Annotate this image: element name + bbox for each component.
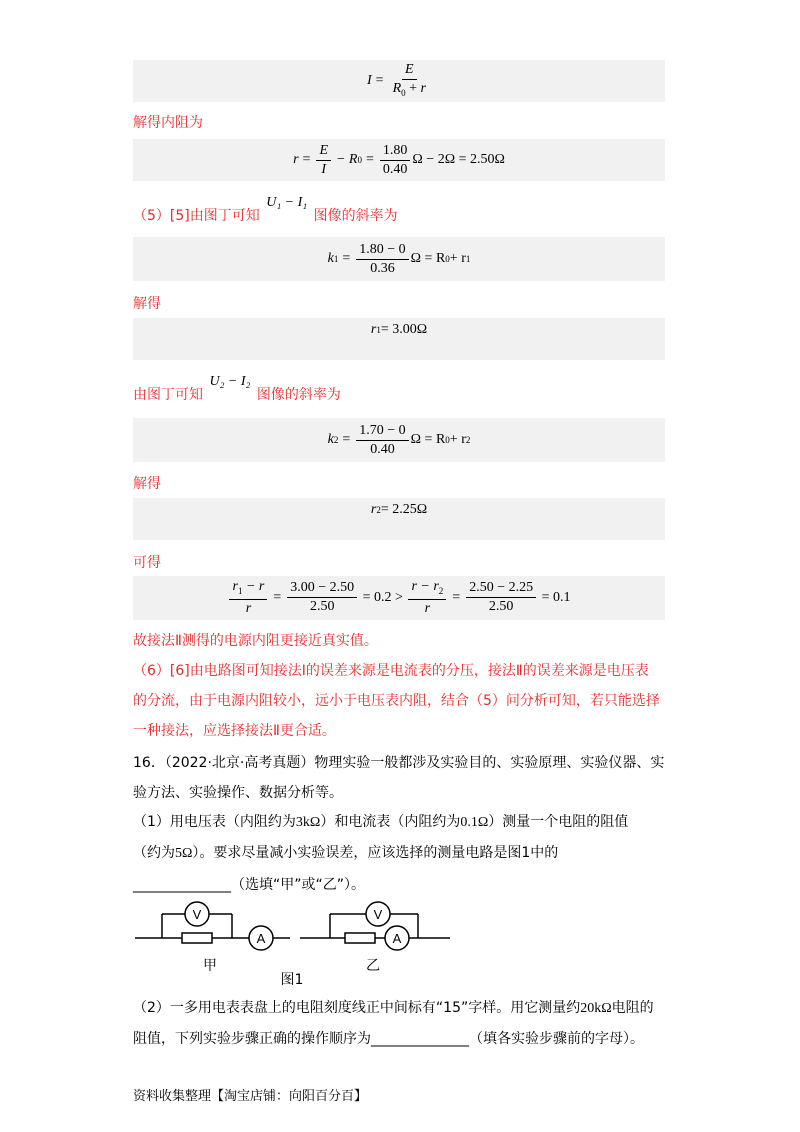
numerator: E (402, 62, 417, 80)
subscript: 1 (237, 585, 243, 596)
formula-box-5: k 2 = $\frac{1.70 - 0}{0.40}$ Ω = R 0 + r 2 (133, 418, 665, 462)
text-solve-internal: 解得内阻为 (133, 115, 203, 131)
formula-tail: Ω = R (410, 251, 446, 266)
voltmeter-label-yi: V (373, 907, 383, 922)
formula-rhs: = 3.00Ω (380, 322, 428, 337)
numerator: 2.50 − 2.25 (466, 580, 536, 598)
circuit-figure (130, 896, 460, 990)
question-16-line-1: 16．（2022·北京·高考真题）物理实验一般都涉及实验目的、实验原理、实验仪器、实 (133, 755, 665, 771)
subscript: 2 (465, 435, 471, 445)
formula-tail: Ω = R (410, 432, 446, 447)
formula-symbol: r (370, 322, 377, 337)
formula-box-7: $\frac{r_1 - r}{r}$ = $\frac{3.00 - 2.50}{2.50}$ = 0.2 > $\frac{r - r_2}{r}$ = $\frac{2.50 - 2.25}{2.50}$ = 0.1 (133, 576, 665, 620)
subscript: 0 (401, 87, 406, 98)
formula-symbol: I (367, 72, 372, 88)
text-run: （约为 (133, 845, 175, 861)
text-run: ）和电流表（内阻约为 (320, 814, 461, 830)
text-run: 电阻的 (611, 1000, 654, 1016)
subscript: 2 (438, 585, 444, 596)
denominator-term: r (420, 80, 426, 96)
formula-symbol: r (370, 502, 377, 517)
resistor-yi (345, 933, 375, 943)
subscript: 1 (333, 254, 339, 264)
ammeter-label-jia: A (256, 931, 266, 946)
numerator: E (316, 143, 331, 161)
formula-symbol: R (348, 152, 358, 167)
formula-tail: Ω − 2Ω = 2.50Ω (412, 152, 505, 167)
numerator-term: r (232, 578, 238, 594)
denominator: 0.40 (382, 161, 408, 177)
paragraph-6-line-2: 的分流，由于电源内阻较小，远小于电压表内阻，结合（5）问分析可知，若只能选择 (133, 693, 660, 709)
text-solve-2: 解得 (133, 476, 161, 492)
denominator: r (245, 601, 252, 617)
paragraph-6-line-1: （6）[6]由电路图可知接法Ⅰ的误差来源是电流表的分压，接法Ⅱ的误差来源是电压表 (133, 663, 649, 679)
formula-box-6 (133, 498, 665, 540)
subquestion-1-line-3: ______________（选填“甲”或“乙”）。 (133, 877, 366, 893)
numerator: 1.80 − 0 (356, 242, 408, 260)
subscript: 0 (445, 435, 450, 445)
denominator: 2.50 (488, 599, 514, 615)
denominator: I (321, 161, 327, 177)
paragraph-5 (133, 195, 398, 225)
formula-symbol: r (293, 152, 299, 167)
denominator: 2.50 (309, 599, 335, 615)
denominator: 0.40 (370, 441, 395, 457)
numerator: 1.70 − 0 (356, 423, 408, 441)
subscript: 1 (376, 325, 381, 335)
denominator: r (424, 601, 431, 617)
figure-caption: 图1 (280, 972, 304, 988)
paragraph-5-prefix: （5）[5]由图丁可知 (133, 208, 260, 224)
inline-math: U₁ − I₁ (266, 195, 308, 210)
formula-box-4 (133, 318, 665, 360)
text-solve-1: 解得 (133, 296, 161, 312)
subscript: 2 (376, 505, 381, 515)
circuit-label-yi: 乙 (366, 958, 380, 974)
inline-math: 20kΩ (580, 1001, 612, 1016)
paragraph-5b-suffix: 图像的斜率为 (256, 387, 341, 403)
numerator-term: r − r (411, 578, 439, 594)
text-run: （1）用电压表（内阻约为 (133, 814, 296, 830)
formula-symbol: k (327, 432, 334, 447)
subscript: 2 (333, 435, 339, 445)
subquestion-2-line-1 (133, 997, 654, 1017)
formula-box-1: I = $\frac{E}{R_0 + r}$ (133, 60, 665, 102)
paragraph-5b (133, 370, 341, 403)
formula-tail: + r (449, 432, 466, 447)
numerator: 1.80 (380, 143, 411, 161)
formula-end: = 0.1 (538, 589, 571, 605)
text-can-get: 可得 (133, 555, 161, 571)
denominator: 0.36 (370, 260, 395, 276)
formula-box-2: r = $\frac{E}{I}$ − R 0 = $\frac{1.80}{0.40}$ Ω − 2Ω = 2.50Ω (133, 139, 665, 181)
formula-box-3: k 1 = $\frac{1.80 - 0}{0.36}$ Ω = R 0 + r 1 (133, 237, 665, 281)
inline-math: 5Ω (175, 846, 193, 861)
inline-math: 0.1Ω (460, 815, 489, 830)
formula-mid: = 0.2 > (359, 589, 407, 605)
subscript: 1 (465, 254, 471, 264)
formula-tail: + r (449, 251, 466, 266)
inline-math: U₂ − I₂ (209, 374, 251, 389)
subquestion-2-line-2: 阻值，下列实验步骤正确的操作顺序为______________（填各实验步骤前的字母）。 (133, 1031, 644, 1047)
question-16-line-2: 验方法、实验操作、数据分析等。 (133, 785, 343, 801)
ammeter-label-yi: A (392, 931, 402, 946)
denominator-term: R (392, 80, 402, 96)
subquestion-1-line-1 (133, 811, 628, 831)
numerator-term: − r (242, 578, 265, 594)
paragraph-5b-prefix: 由图丁可知 (133, 387, 203, 403)
text-conclusion: 故接法Ⅱ测得的电源内阻更接近真实值。 (133, 633, 378, 649)
subquestion-1-line-2 (133, 842, 558, 862)
voltmeter-label-jia: V (192, 907, 202, 922)
page-footer: 资料收集整理【淘宝店铺：向阳百分百】 (133, 1089, 368, 1104)
text-run: ）测量一个电阻的阻值 (488, 814, 629, 830)
text-run: （2）一多用电表表盘上的电阻刻度线正中间标有“15”字样。用它测量约 (133, 1000, 581, 1016)
circuit-jia (135, 902, 290, 950)
paragraph-6-line-3: 一种接法，应选择接法Ⅱ更合适。 (133, 723, 336, 739)
formula-rhs: = 2.25Ω (380, 502, 428, 517)
formula-symbol: k (327, 251, 334, 266)
subscript: 0 (445, 254, 450, 264)
resistor-jia (182, 933, 212, 943)
text-run: ）。要求尽量减小实验误差，应该选择的测量电路是图1中的 (192, 845, 559, 861)
subscript: 0 (357, 155, 362, 165)
numerator: 3.00 − 2.50 (287, 580, 357, 598)
inline-math: 3kΩ (295, 815, 321, 830)
paragraph-5-suffix: 图像的斜率为 (313, 208, 398, 224)
circuit-label-jia: 甲 (203, 958, 217, 974)
